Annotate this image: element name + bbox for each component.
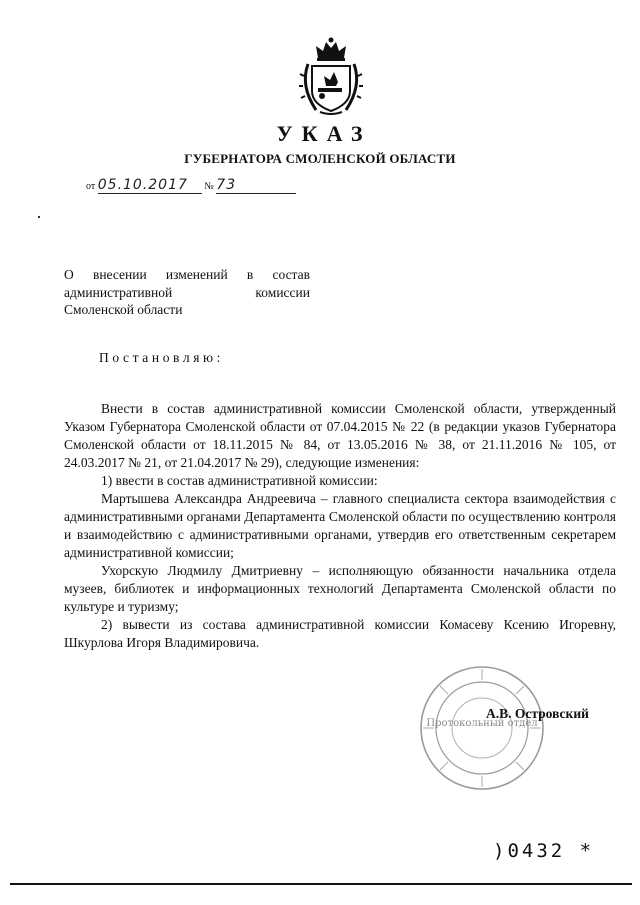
handwritten-number: 73 (216, 177, 237, 193)
official-stamp (418, 664, 546, 792)
decree-word: Постановляю: (99, 350, 225, 365)
body-person-1: Мартышева Александра Андреевича – главного специалиста сектора взаимодействия с административными органами Департамента Смоленской области по осуществлению контроля и взаимодействию с административными органами, утвердив его ответственным секретарем административной комиссии; (64, 491, 616, 560)
subject-line-2: административной комиссии (64, 284, 310, 300)
subject-line-3: Смоленской области (64, 302, 183, 317)
stray-dot (38, 216, 40, 218)
stamp-text: Протокольный отдел (426, 718, 538, 729)
decree-subject (64, 266, 310, 319)
body-paragraph-intro: Внести в состав административной комиссии Смоленской области, утвержденный Указом Губернатора Смоленской области от 07.04.2015 № 22 (в редакции указов Губернатора Смоленской области от 18.11.2015 № 84, от 13.05.2016 № 38, от 21.11.2016 № 105, от 24.03.2017 № 21, от 21.04.2017 № 29), следующие изменения: (64, 401, 616, 470)
number-label: № (204, 181, 214, 192)
date-from-label: от (86, 181, 96, 192)
date-number-line (86, 177, 296, 194)
decree-title: УКАЗ (276, 121, 372, 146)
body-item-1: 1) ввести в состав административной комиссии: (101, 473, 378, 488)
decree-subtitle: ГУБЕРНАТОРА СМОЛЕНСКОЙ ОБЛАСТИ (184, 151, 456, 166)
body-person-2: Ухорскую Людмилу Дмитриевну – исполняющую обязанности начальника отдела музеев, библиотек и информационных технологий Департамента Смоленской области по культуре и туризму; (64, 563, 616, 614)
bottom-rule (10, 883, 632, 885)
document-number: )0432 * (493, 840, 595, 862)
handwritten-date: 05.10.2017 (97, 177, 188, 193)
decree-body (64, 400, 616, 652)
signer-name: А.В. Островский (486, 706, 589, 721)
body-item-2: 2) вывести из состава административной комиссии Комасеву Ксению Игоревну, Шкурлова Игоря Владимировича. (64, 617, 616, 650)
coat-of-arms-emblem (296, 36, 366, 116)
subject-line-1: О внесении изменений в состав (64, 267, 310, 282)
